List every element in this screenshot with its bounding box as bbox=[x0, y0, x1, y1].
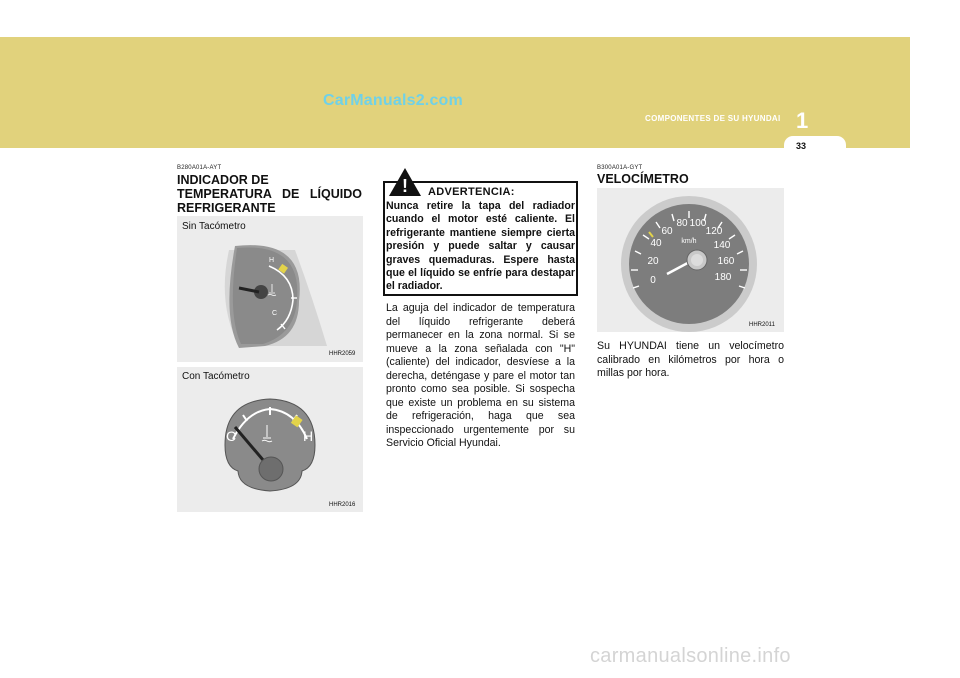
page-number: 33 bbox=[796, 141, 807, 151]
chapter-title: COMPONENTES DE SU HYUNDAI bbox=[645, 114, 781, 123]
speed-label: 40 bbox=[650, 238, 662, 249]
page-number-tab bbox=[784, 136, 846, 154]
figure-gauge-no-tachometer bbox=[177, 216, 363, 362]
gauge-cold-mark: C bbox=[226, 428, 237, 444]
figure-code: HHR2059 bbox=[329, 351, 356, 357]
gauge-hot-mark: H bbox=[303, 428, 314, 444]
warning-text: Nunca retire la tapa del radiador cuando el motor esté caliente. El refrigerante mantiene siempre cierta presión y puede saltar y causar graves quemaduras. Espere hasta que el líquido se enfríe para destapar el radiador. bbox=[386, 200, 575, 293]
speed-label: 20 bbox=[647, 256, 659, 267]
heading-line: TEMPERATURA DE LÍQUIDO bbox=[177, 187, 362, 201]
watermark-logo[interactable]: CarManuals2.com bbox=[323, 92, 463, 109]
footer-watermark[interactable]: carmanualsonline.info bbox=[590, 645, 791, 667]
speed-label: 140 bbox=[713, 240, 731, 251]
temp-gauge-small-icon bbox=[177, 216, 363, 362]
speed-label: 60 bbox=[661, 226, 673, 237]
coolant-paragraph: La aguja del indicador de temperatura del líquido refrigerante deberá permanecer en la zona normal. Si se mueve a la zona señalada con "H" (caliente) del indicador, desvíese a la derecha, deténgase y pare el motor tan pronto como sea posible. Si sospecha que existe un problema en su sistema de refrigeración, haga que sea inspeccionado urgentemente por su Servicio Oficial Hyundai. bbox=[386, 302, 575, 449]
speed-label: 160 bbox=[717, 256, 735, 267]
heading-line: INDICADOR DE bbox=[177, 173, 269, 187]
speed-label: 180 bbox=[714, 272, 732, 283]
chapter-number: 1 bbox=[796, 108, 809, 133]
figure-code: HHR2016 bbox=[329, 502, 356, 508]
heading-line: REFRIGERANTE bbox=[177, 201, 276, 215]
gauge-cold-mark: C bbox=[272, 310, 278, 317]
speedometer-paragraph: Su HYUNDAI tiene un velocímetro calibrado en kilómetros por hora o millas por hora. bbox=[597, 340, 784, 379]
speed-label: 100 bbox=[689, 218, 707, 229]
figure-label: Sin Tacómetro bbox=[182, 221, 246, 232]
section-code-coolant: B280A01A-AYT bbox=[177, 165, 222, 171]
speed-label: 0 bbox=[650, 275, 656, 286]
speed-label: 80 bbox=[676, 218, 688, 229]
warning-triangle-icon bbox=[388, 167, 422, 197]
figure-gauge-with-tachometer bbox=[177, 367, 363, 512]
figure-code: HHR2011 bbox=[749, 322, 775, 328]
speed-label: 120 bbox=[705, 226, 723, 237]
coolant-heading bbox=[177, 173, 362, 215]
gauge-hot-mark: H bbox=[269, 257, 275, 264]
warning-title: ADVERTENCIA: bbox=[428, 186, 515, 198]
section-code-speedometer: B300A01A-GYT bbox=[597, 165, 643, 171]
speedometer-icon bbox=[597, 188, 784, 332]
speed-unit: km/h bbox=[681, 238, 697, 245]
warning-symbol: ! bbox=[402, 176, 408, 196]
figure-speedometer bbox=[597, 188, 784, 332]
speedometer-heading: VELOCÍMETRO bbox=[597, 172, 689, 186]
temp-gauge-large-icon bbox=[177, 367, 363, 512]
figure-label: Con Tacómetro bbox=[182, 371, 250, 382]
